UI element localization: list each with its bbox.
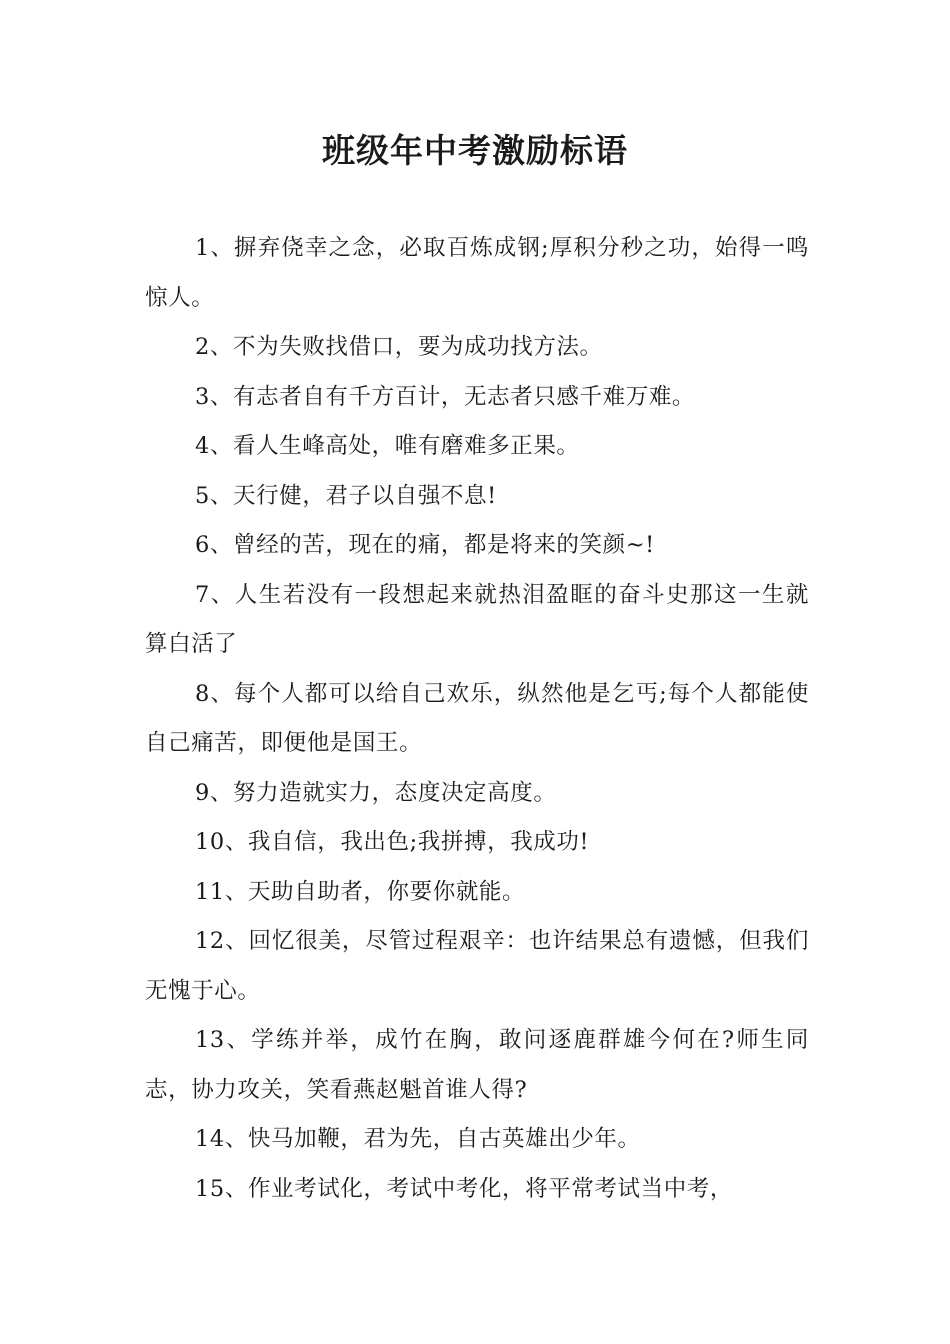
- list-item: 12、回忆很美，尽管过程艰辛：也许结果总有遗憾，但我们无愧于心。: [145, 928, 809, 1004]
- list-item: 11、天助自助者，你要你就能。: [195, 878, 526, 905]
- list-item: 2、不为失败找借口，要为成功找方法。: [195, 334, 603, 360]
- list-item: 7、人生若没有一段想起来就热泪盈眶的奋斗史那这一生就算白活了: [145, 581, 809, 657]
- slogan-list: [145, 224, 809, 1214]
- list-item: 8、每个人都可以给自己欢乐，纵然他是乞丐;每个人都能使自己痛苦，即便他是国王。: [145, 680, 809, 756]
- list-item: 14、快马加鞭，君为先，自古英雄出少年。: [195, 1126, 641, 1152]
- list-item: 10、我自信，我出色;我拼搏，我成功!: [195, 829, 590, 855]
- list-item: 13、学练并举，成竹在胸，敢问逐鹿群雄今何在?师生同志，协力攻关，笑看燕赵魁首谁人得?: [145, 1027, 809, 1103]
- list-item: 5、天行健，君子以自强不息!: [195, 482, 497, 509]
- list-item: 15、作业考试化，考试中考化，将平常考试当中考，: [195, 1175, 734, 1202]
- list-item: 3、有志者自有千方百计，无志者只感千难万难。: [195, 383, 696, 410]
- list-item: 6、曾经的苦，现在的痛，都是将来的笑颜~!: [195, 532, 655, 558]
- list-item: 9、努力造就实力，态度决定高度。: [195, 779, 557, 806]
- page-title: 班级年中考激励标语: [322, 131, 628, 170]
- list-item: 1、摒弃侥幸之念，必取百炼成钢;厚积分秒之功，始得一鸣惊人。: [145, 235, 809, 311]
- list-item: 4、看人生峰高处，唯有磨难多正果。: [195, 433, 580, 459]
